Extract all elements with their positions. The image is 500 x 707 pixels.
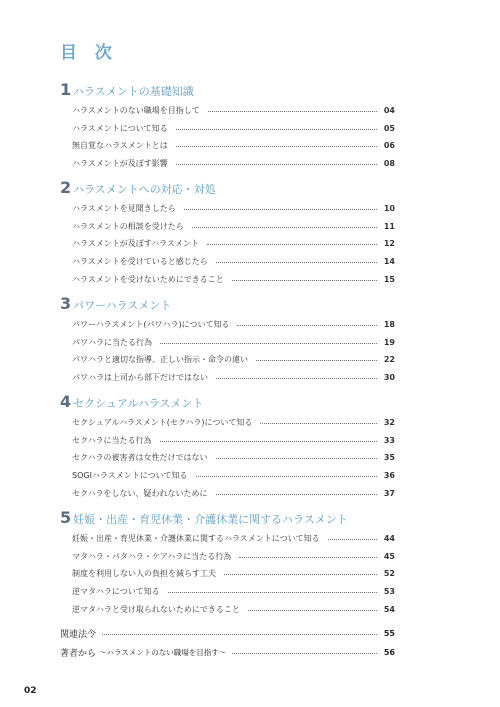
section-number: 5 <box>60 508 72 527</box>
toc-entry-page: 30 <box>383 373 395 383</box>
section-number: 4 <box>60 392 72 411</box>
dot-leader <box>184 209 377 210</box>
toc-entry-label: SOGIハラスメントについて知る <box>72 471 188 481</box>
dot-leader <box>176 129 377 130</box>
section-title: 妊娠・出産・育児休業・介護休業に関するハラスメント <box>73 513 348 526</box>
toc-entry-label: セクハラをしない、疑われないために <box>72 488 208 498</box>
toc-section <box>60 294 395 386</box>
toc-entry-label: ハラスメントを見聞きしたら <box>72 204 176 214</box>
dot-leader <box>248 610 377 611</box>
section-title: ハラスメントへの対応・対処 <box>73 183 216 196</box>
toc-entry[interactable] <box>60 137 395 155</box>
toc-entry-label: ハラスメントのない職場を目指して <box>72 106 200 116</box>
dot-leader <box>216 262 377 263</box>
toc-entry[interactable] <box>60 270 395 288</box>
toc-entry-label: セクハラに当たる行為 <box>72 435 152 445</box>
section-heading[interactable] <box>60 80 395 102</box>
dot-leader <box>260 423 377 424</box>
toc-entry-label: 無自覚なハラスメントとは <box>72 141 168 151</box>
toc-entry-page: 32 <box>383 418 395 428</box>
section-heading[interactable] <box>60 178 395 200</box>
toc-entry[interactable] <box>60 120 395 138</box>
toc-entry-page: 15 <box>383 274 395 284</box>
toc-entry-page: 18 <box>383 320 395 330</box>
toc-entry[interactable] <box>60 467 395 485</box>
section-heading[interactable] <box>60 392 395 414</box>
dot-leader <box>239 557 377 558</box>
extra-entries <box>60 624 395 662</box>
toc-entry-label: パワーハラスメント(パワハラ)について知る <box>72 320 230 330</box>
toc-entry-label: 制度を利用しない人の負担を減らす工夫 <box>72 569 216 579</box>
dot-leader <box>192 227 377 228</box>
toc-entry-label: 逆マタハラについて知る <box>72 587 160 597</box>
dot-leader <box>232 280 377 281</box>
dot-leader <box>256 360 377 361</box>
toc-entry-page: 04 <box>383 106 395 116</box>
toc-entry-page: 19 <box>383 337 395 347</box>
toc-entry-page: 53 <box>383 587 395 597</box>
toc-entry-label: ハラスメントが及ぼす影響 <box>72 159 168 169</box>
extra-entry-label: 関連法令 <box>60 630 97 640</box>
section-number: 2 <box>60 178 72 197</box>
toc-entry[interactable] <box>60 200 395 218</box>
extra-entry[interactable] <box>60 643 395 662</box>
toc-entry[interactable] <box>60 565 395 583</box>
toc-entry-page: 35 <box>383 453 395 463</box>
toc-entry-label: ハラスメントを受けないためにできること <box>72 274 224 284</box>
toc-entry-page: 22 <box>383 355 395 365</box>
toc-section <box>60 80 395 172</box>
dot-leader <box>102 634 377 635</box>
dot-leader <box>216 494 377 495</box>
dot-leader <box>207 244 377 245</box>
dot-leader <box>176 146 377 147</box>
toc-entry[interactable] <box>60 449 395 467</box>
section-title: セクシュアルハラスメント <box>73 397 204 410</box>
toc-entry-label: マタハラ・パタハラ・ケアハラに当たる行為 <box>72 551 232 561</box>
toc-entry-label: セクハラの被害者は女性だけではない <box>72 453 208 463</box>
toc-entry[interactable] <box>60 414 395 432</box>
toc-entry[interactable] <box>60 351 395 369</box>
extra-entry-label: 著者から <box>60 649 97 659</box>
section-heading[interactable] <box>60 294 395 316</box>
section-title: ハラスメントの基礎知識 <box>73 85 194 98</box>
toc-entry[interactable] <box>60 155 395 173</box>
dot-leader <box>208 111 377 112</box>
extra-entry-subtitle: ～ハラスメントのない職場を目指す～ <box>99 648 227 657</box>
dot-leader <box>237 325 377 326</box>
toc-entry-page: 05 <box>383 123 395 133</box>
extra-entry[interactable] <box>60 624 395 643</box>
toc-entry[interactable] <box>60 432 395 450</box>
toc-entry[interactable] <box>60 102 395 120</box>
toc-entry-page: 36 <box>383 471 395 481</box>
section-title: パワーハラスメント <box>73 299 172 312</box>
page-number: 02 <box>24 686 37 696</box>
toc-entry[interactable] <box>60 600 395 618</box>
toc-entry-page: 44 <box>383 534 395 544</box>
toc-entry-label: ハラスメントの相談を受けたら <box>72 221 184 231</box>
toc-entry[interactable] <box>60 369 395 387</box>
dot-leader <box>328 539 377 540</box>
dot-leader <box>160 343 377 344</box>
extra-entry-page: 56 <box>383 648 395 657</box>
toc-entry[interactable] <box>60 253 395 271</box>
toc-entry[interactable] <box>60 530 395 548</box>
toc-section <box>60 392 395 502</box>
toc-entry[interactable] <box>60 548 395 566</box>
toc-entry-page: 54 <box>383 604 395 614</box>
dot-leader <box>216 378 377 379</box>
toc-entry-label: 妊娠・出産・育児休業・介護休業に関するハラスメントについて知る <box>72 534 320 544</box>
section-number: 3 <box>60 294 72 313</box>
toc-entry-page: 45 <box>383 551 395 561</box>
toc-entry-label: セクシュアルハラスメント(セクハラ)について知る <box>72 418 253 428</box>
toc-entry[interactable] <box>60 235 395 253</box>
toc-entry-page: 06 <box>383 141 395 151</box>
dot-leader <box>224 574 377 575</box>
dot-leader <box>160 441 377 442</box>
toc-section <box>60 178 395 288</box>
toc-entry[interactable] <box>60 316 395 334</box>
toc-entry-label: 逆マタハラと受け取られないためにできること <box>72 604 240 614</box>
toc-entry-label: ハラスメントについて知る <box>72 123 168 133</box>
extra-entry-page: 55 <box>383 629 395 638</box>
section-heading[interactable] <box>60 508 395 530</box>
dot-leader <box>232 653 377 654</box>
toc-entry-page: 11 <box>383 221 395 231</box>
toc-entry-label: ハラスメントが及ぼすハラスメント <box>72 239 199 249</box>
dot-leader <box>176 164 377 165</box>
toc-entry-page: 08 <box>383 159 395 169</box>
toc-section <box>60 508 395 618</box>
section-number: 1 <box>60 80 72 99</box>
dot-leader <box>196 476 377 477</box>
toc-entry-page: 10 <box>383 204 395 214</box>
toc-entry-page: 37 <box>383 488 395 498</box>
toc-entry-page: 14 <box>383 257 395 267</box>
toc-entry[interactable] <box>60 218 395 236</box>
dot-leader <box>168 592 377 593</box>
toc-entry-page: 12 <box>383 239 395 249</box>
toc-entry[interactable] <box>60 334 395 352</box>
dot-leader <box>216 458 377 459</box>
toc-entry-label: ハラスメントを受けていると感じたら <box>72 257 208 267</box>
page-title: 目 次 <box>60 43 118 63</box>
toc-entry-label: パワハラに当たる行為 <box>72 337 152 347</box>
toc-entry-label: パワハラは上司から部下だけではない <box>72 373 208 383</box>
toc-entry[interactable] <box>60 484 395 502</box>
toc-entry-page: 33 <box>383 435 395 445</box>
toc-entry-page: 52 <box>383 569 395 579</box>
toc-entry-label: パワハラと適切な指導、正しい指示・命令の違い <box>72 355 248 365</box>
toc-entry[interactable] <box>60 583 395 601</box>
